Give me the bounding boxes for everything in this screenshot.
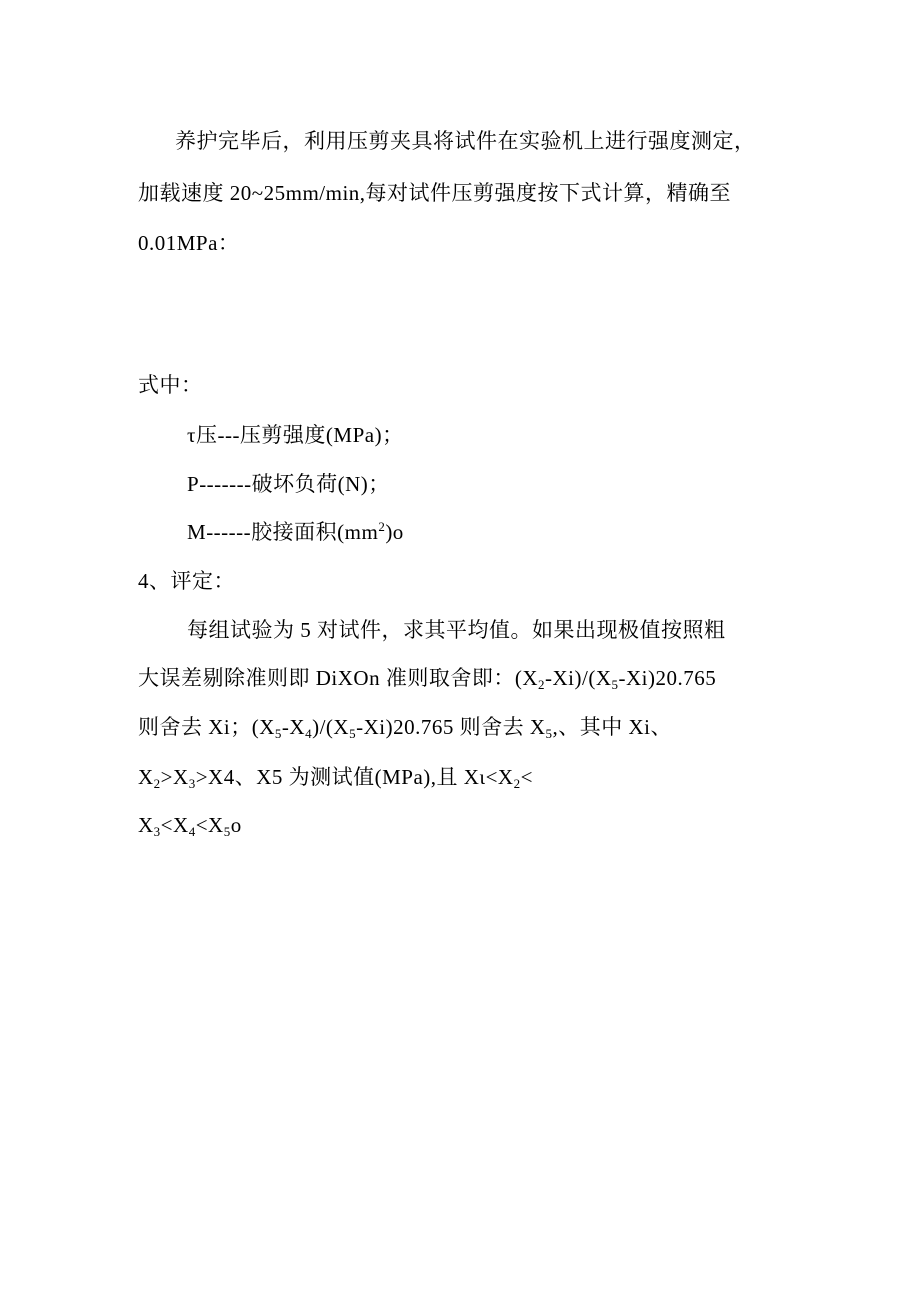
- subscript: 5: [545, 726, 553, 741]
- paragraph-line: 加载速度 20~25mm/min,每对试件压剪强度按下式计算，精确至: [138, 181, 732, 205]
- text-run: o: [230, 813, 242, 837]
- text-run: -Xi)20.765 则舍去 X: [356, 715, 546, 739]
- text-run: 大误差剔除准则即 DiXOn 准则取舍即：(X: [138, 666, 538, 690]
- text-run: )/(X: [312, 715, 350, 739]
- text-run: -Xi)20.765: [618, 666, 717, 690]
- paragraph-line: 每组试验为 5 对试件，求其平均值。如果出现极值按照粗: [187, 618, 726, 642]
- subscript: 5: [349, 726, 357, 741]
- text-run: X: [138, 813, 154, 837]
- text-run: 则舍去 Xi；(X: [138, 715, 275, 739]
- where-label: 式中：: [138, 373, 203, 397]
- section-heading: 4、评定：: [138, 569, 235, 593]
- definition-symbol: τ: [187, 423, 196, 447]
- superscript: 2: [378, 519, 386, 534]
- paragraph-line: [138, 715, 672, 741]
- text-run: -X: [281, 715, 306, 739]
- paragraph-line: 养护完毕后，利用压剪夹具将试件在实验机上进行强度测定，: [175, 129, 756, 153]
- text-run: -Xi)/(X: [545, 666, 612, 690]
- subscript: 5: [611, 677, 619, 692]
- text-run: >X4、X5 为测试值(MPa),且 Xι<X: [195, 765, 514, 789]
- paragraph-line: [138, 666, 717, 692]
- text-run: >X: [160, 765, 189, 789]
- text-run: <X: [160, 813, 189, 837]
- subscript: 4: [305, 726, 313, 741]
- paragraph-line: [138, 813, 242, 839]
- definition-p: [187, 474, 390, 495]
- definition-symbol: P: [187, 472, 200, 496]
- text-run: X: [138, 765, 154, 789]
- formula-placeholder: [138, 300, 778, 340]
- subscript: 5: [274, 726, 282, 741]
- text-run: <: [520, 765, 533, 789]
- definition-symbol: M: [187, 520, 207, 544]
- text-run: <X: [195, 813, 224, 837]
- definition-text: 压---压剪强度(MPa)；: [195, 423, 404, 447]
- paragraph-line: 0.01MPa：: [138, 231, 240, 255]
- text-run: ,、其中 Xi、: [552, 715, 672, 739]
- subscript: 5: [223, 824, 231, 839]
- definition-tail: )o: [385, 520, 404, 544]
- definition-tau: [187, 425, 404, 446]
- paragraph-line: [138, 765, 533, 791]
- subscript: 3: [188, 776, 196, 791]
- subscript: 4: [188, 824, 196, 839]
- subscript: 2: [538, 677, 545, 692]
- subscript: 2: [513, 776, 521, 791]
- definition-text: -------破坏负荷(N)；: [199, 472, 390, 496]
- subscript: 2: [153, 776, 161, 791]
- definition-text: ------胶接面积(mm: [206, 520, 379, 544]
- definition-m: [187, 519, 404, 544]
- subscript: 3: [153, 824, 161, 839]
